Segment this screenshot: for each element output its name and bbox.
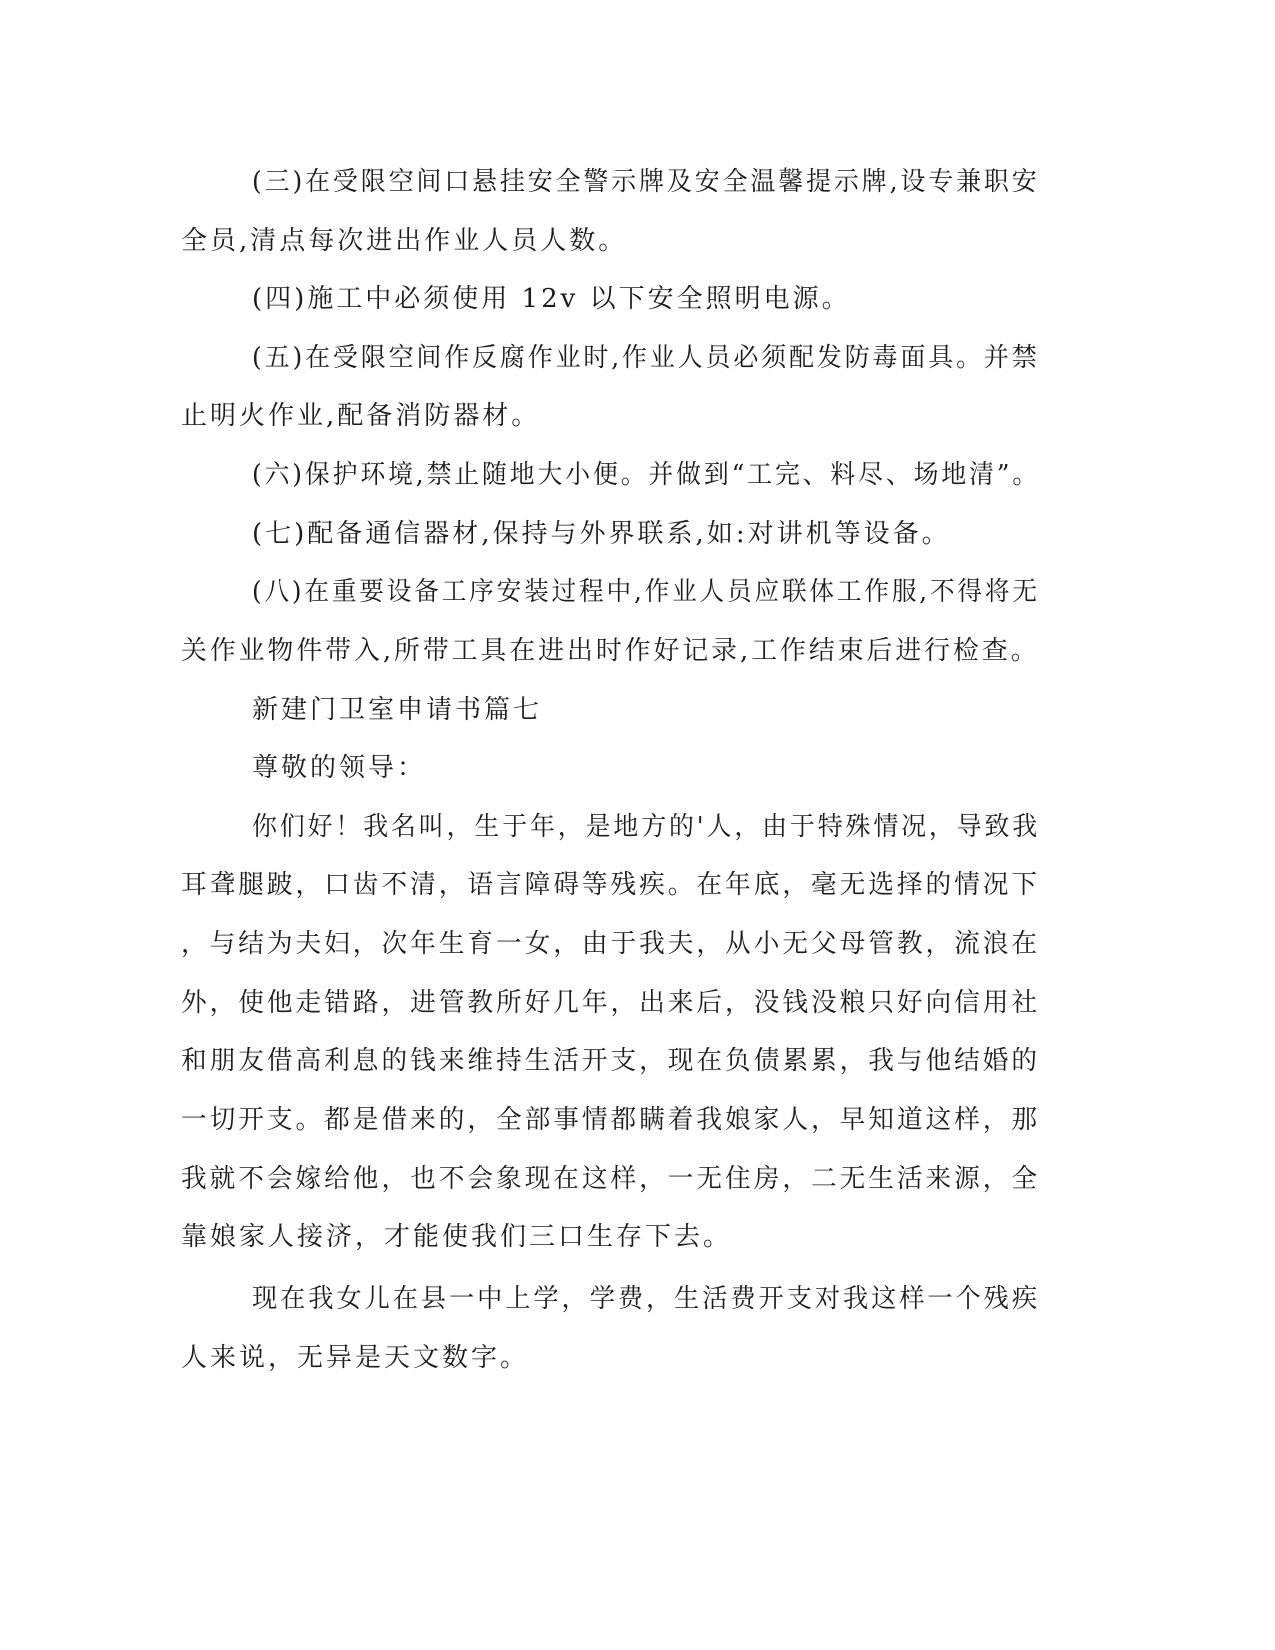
text-line: 一切开支。都是借来的，全部事情都瞒着我娘家人，早知道这样，那 (181, 1105, 1041, 1135)
text-line: 耳聋腿跛，口齿不清，语言障碍等残疾。在年底，毫无选择的情况下 (181, 870, 1041, 900)
text-line: 止明火作业,配备消防器材。 (181, 401, 541, 431)
text-line: 和朋友借高利息的钱来维持生活开支，现在负债累累，我与他结婚的 (181, 1046, 1041, 1076)
section-heading: 新建门卫室申请书篇七 (252, 695, 543, 725)
text-line: 关作业物件带入,所带工具在进出时作好记录,工作结束后进行检查。 (181, 636, 1040, 666)
text-line: 你们好！我名叫，生于年，是地方的'人，由于特殊情况，导致我 (252, 812, 1041, 842)
text-line: (七)配备通信器材,保持与外界联系,如:对讲机等设备。 (252, 519, 951, 549)
text-line: ，与结为夫妇，次年生育一女，由于我夫，从小无父母管教，流浪在 (181, 929, 1041, 959)
text-line: (六)保护环境,禁止随地大小便。并做到“工完、料尽、场地清”。 (252, 460, 1041, 490)
text-line: 外，使他走错路，进管教所好几年，出来后，没钱没粮只好向信用社 (181, 988, 1041, 1018)
text-line: 全员,清点每次进出作业人员人数。 (181, 226, 628, 256)
salutation: 尊敬的领导： (252, 753, 427, 783)
text-line: (四)施工中必须使用 12v 以下安全照明电源。 (252, 284, 851, 314)
text-line: 现在我女儿在县一中上学，学费，生活费开支对我这样一个残疾 (252, 1284, 1040, 1314)
text-line: (三)在受限空间口悬挂安全警示牌及安全温馨提示牌,设专兼职安 (252, 167, 1040, 197)
text-line: 人来说，无异是天文数字。 (181, 1343, 530, 1373)
text-line: (五)在受限空间作反腐作业时,作业人员必须配发防毒面具。并禁 (252, 343, 1040, 373)
text-line: 我就不会嫁给他，也不会象现在这样，一无住房，二无生活来源，全 (181, 1164, 1041, 1194)
text-line: (八)在重要设备工序安装过程中,作业人员应联体工作服,不得将无 (252, 577, 1040, 607)
text-line: 靠娘家人接济，才能使我们三口生存下去。 (181, 1222, 733, 1252)
